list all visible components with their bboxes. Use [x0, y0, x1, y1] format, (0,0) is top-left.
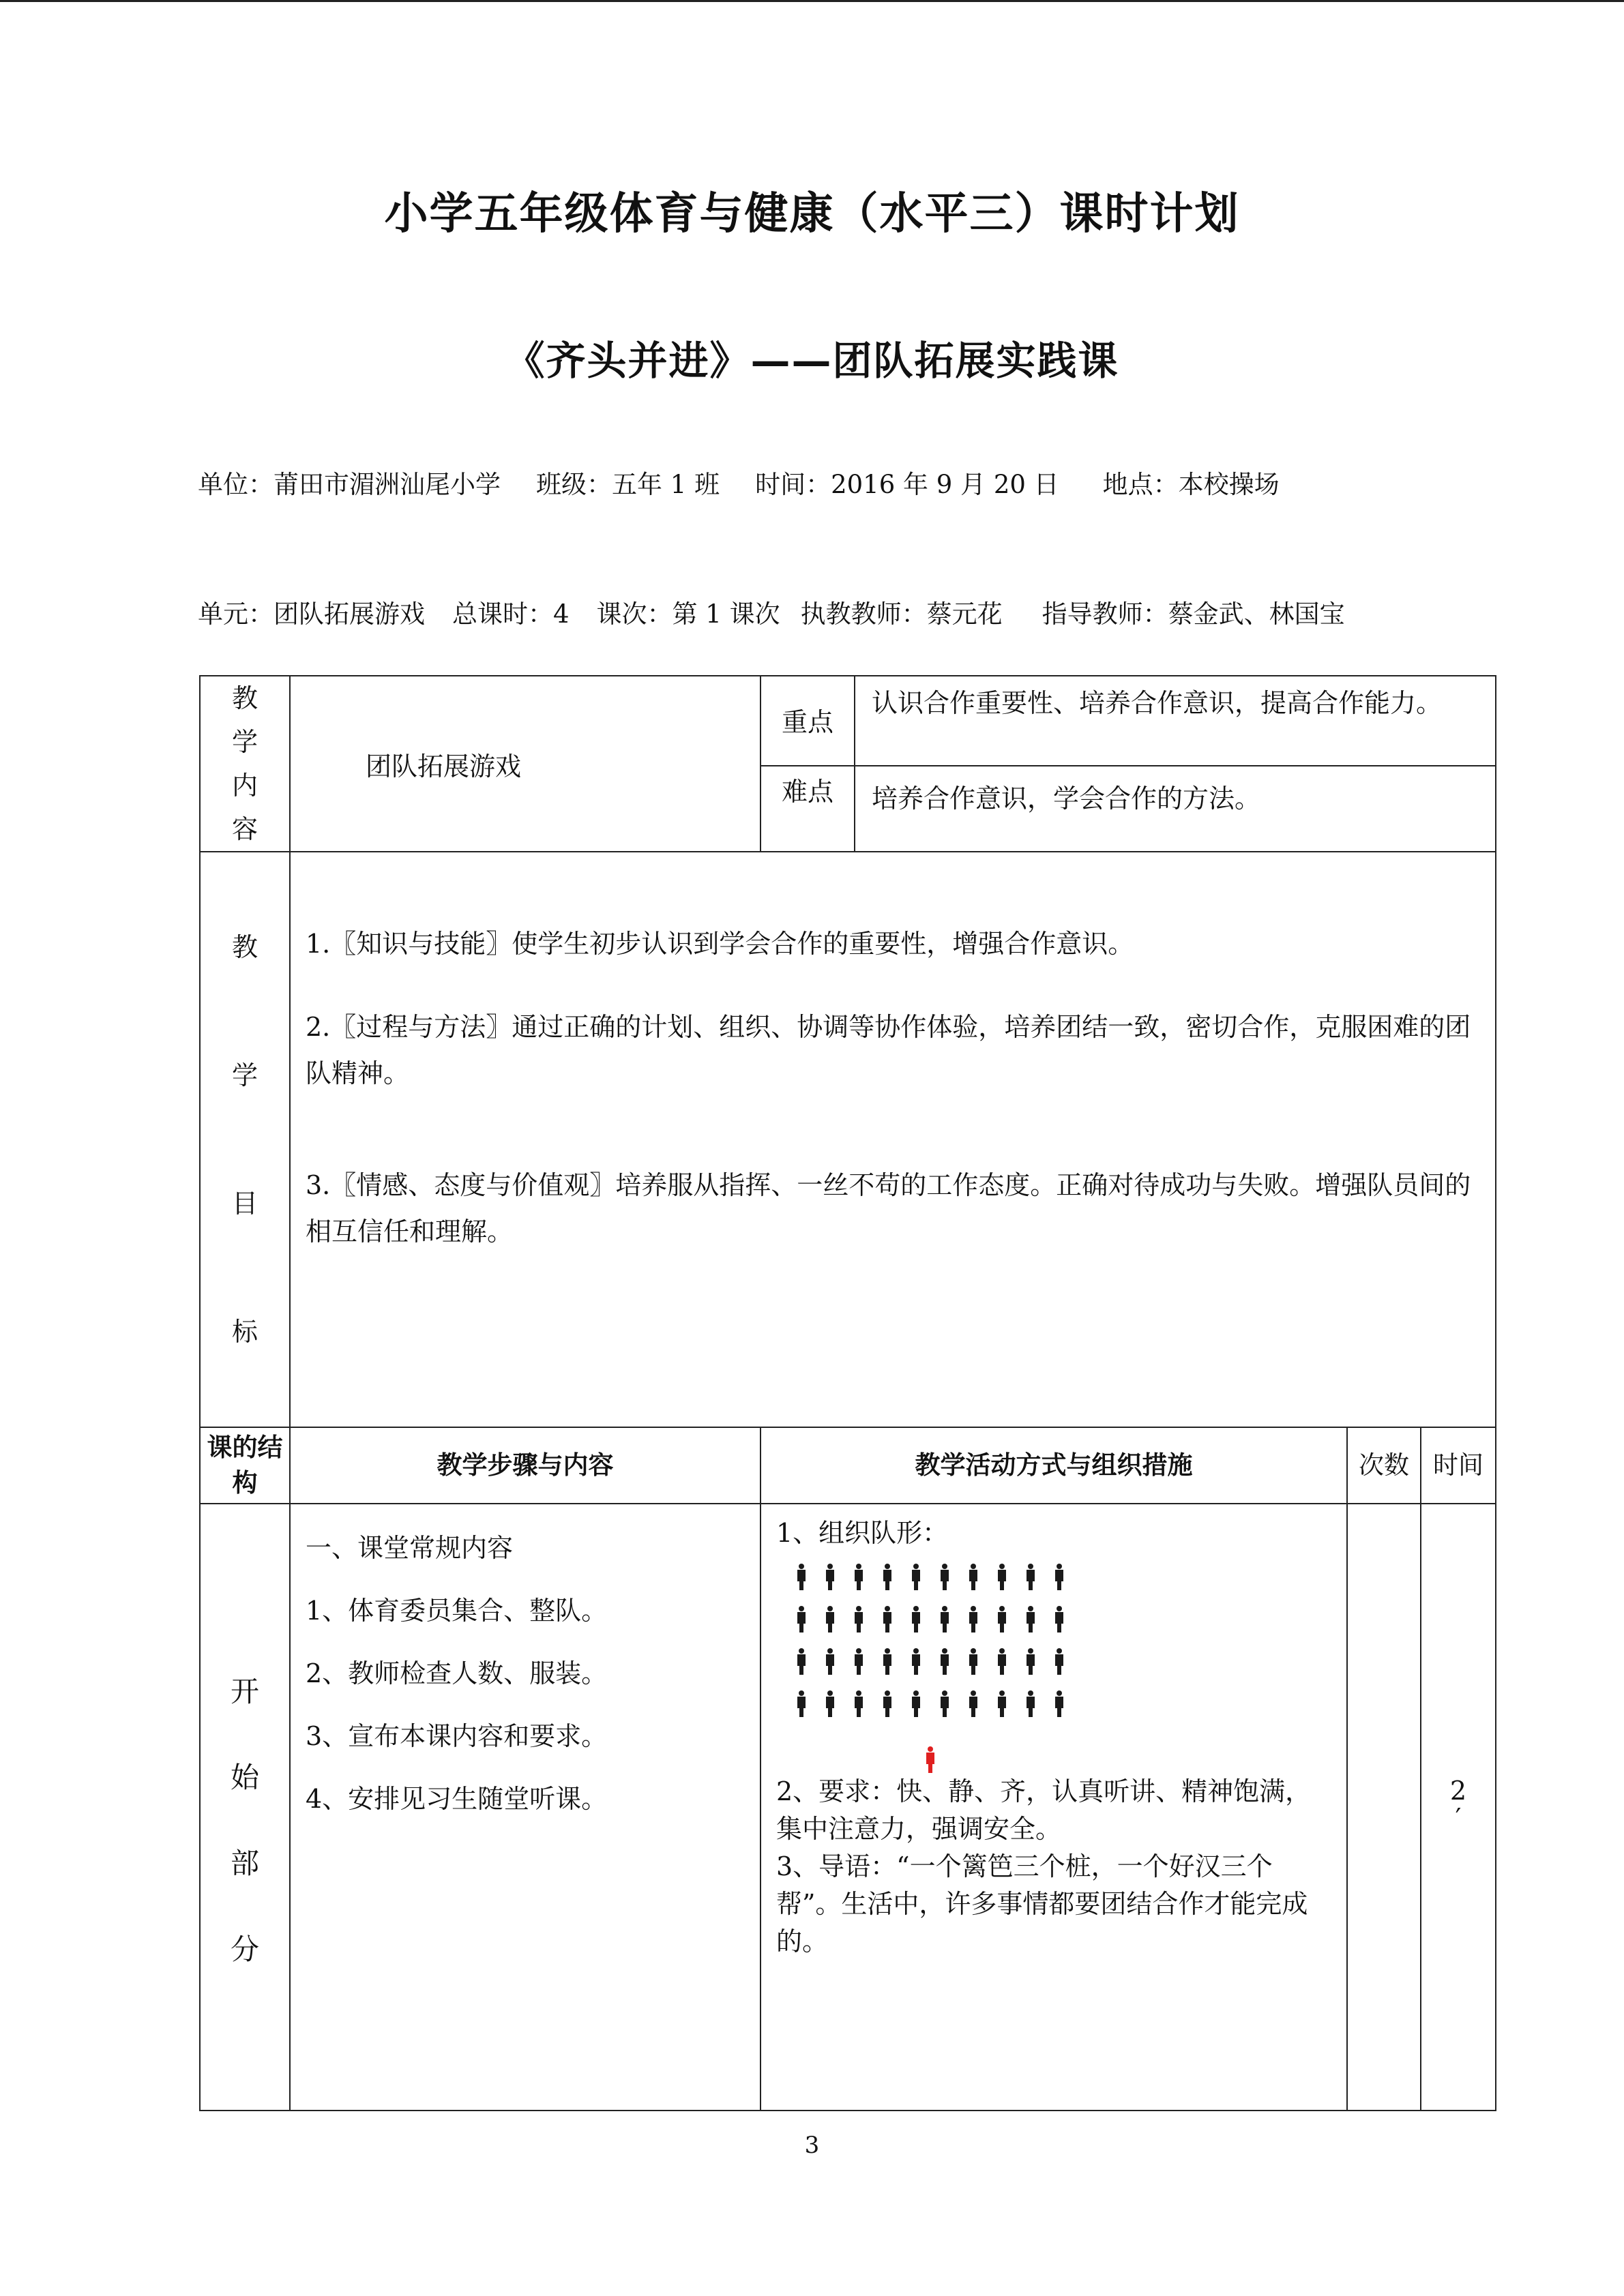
lesson-plan-table	[199, 675, 1496, 2111]
teaching-content-cell	[290, 676, 761, 852]
goals-label-cell	[200, 852, 290, 1427]
header-structure: 课的结构	[200, 1427, 290, 1504]
header-time: 时间	[1421, 1427, 1496, 1504]
opening-count-cell	[1347, 1504, 1421, 2111]
key-point-label: 重点	[761, 676, 855, 766]
requirements-text: 2、要求：快、静、齐，认真听讲、精神饱满，集中注意力，强调安全。	[776, 1776, 1312, 1844]
student-icon	[996, 1563, 1008, 1590]
content-label-char: 教	[231, 683, 258, 713]
student-icon	[853, 1690, 865, 1717]
meta-total-hours: 总课时：4	[452, 599, 570, 629]
student-icon	[967, 1563, 979, 1590]
difficulty-label: 难点	[761, 766, 855, 852]
opening-label-char: 分	[230, 1933, 259, 1966]
student-icon	[939, 1648, 951, 1675]
student-icon	[1053, 1563, 1065, 1590]
student-icon	[1024, 1648, 1037, 1675]
student-icon	[824, 1648, 836, 1675]
student-icon	[824, 1690, 836, 1717]
lesson-subtitle: 《齐头并进》——团队拓展实践课	[505, 338, 1119, 384]
student-icon	[824, 1605, 836, 1632]
meta-unit: 单位：莆田市湄洲汕尾小学	[198, 470, 501, 499]
student-icon	[1024, 1605, 1037, 1632]
content-label-char: 学	[231, 727, 258, 757]
formation-title: 1、组织队形：	[776, 1518, 949, 1548]
formation-diagram	[776, 1555, 1334, 1773]
opening-label-char: 开	[230, 1675, 259, 1708]
step-line: 3、宣布本课内容和要求。	[306, 1721, 608, 1751]
difficulty-text: 培养合作意识，学会合作的方法。	[855, 766, 1496, 852]
opening-time-value: 2	[1449, 1776, 1467, 1806]
document-title: 小学五年级体育与健康（水平三）课时计划	[384, 189, 1240, 239]
student-icon	[910, 1648, 922, 1675]
opening-label-char: 部	[230, 1847, 259, 1880]
header-count: 次数	[1347, 1427, 1421, 1504]
goals-label-char: 目	[231, 1189, 258, 1219]
student-icon	[967, 1690, 979, 1717]
student-icon	[1053, 1648, 1065, 1675]
student-icon	[853, 1648, 865, 1675]
student-icon	[939, 1690, 951, 1717]
opening-organization-cell	[761, 1504, 1347, 2111]
meta-class: 班级：五年 1 班	[536, 470, 720, 499]
goal-emotion: 3.〖情感、态度与价值观〗培养服从指挥、一丝不苟的工作态度。正确对待成功与失败。增强队员间的相互信任和理解。	[306, 1170, 1471, 1247]
goals-label-char: 学	[231, 1060, 258, 1090]
student-icon	[824, 1563, 836, 1590]
step-line: 4、安排见习生随堂听课。	[306, 1784, 608, 1814]
student-icon	[996, 1605, 1008, 1632]
student-icon	[1053, 1605, 1065, 1632]
student-icon	[910, 1605, 922, 1632]
student-icon	[910, 1563, 922, 1590]
student-icon	[1024, 1690, 1037, 1717]
goals-label-char: 教	[231, 932, 258, 962]
opening-time-cell	[1421, 1504, 1496, 2111]
student-icon	[967, 1605, 979, 1632]
step-line: 2、教师检查人数、服装。	[306, 1658, 608, 1688]
student-icon	[939, 1563, 951, 1590]
meta-advisor: 指导教师：蔡金武、林国宝	[1042, 599, 1345, 629]
student-icon	[967, 1648, 979, 1675]
step-routine: 一、课堂常规内容	[306, 1533, 514, 1563]
meta-teacher: 执教教师：蔡元花	[800, 599, 1003, 629]
student-icon	[939, 1605, 951, 1632]
content-label-cell	[200, 676, 290, 852]
step-line: 1、体育委员集合、整队。	[306, 1596, 608, 1626]
opening-label-cell	[200, 1504, 290, 2111]
student-icon	[881, 1690, 894, 1717]
student-icon	[881, 1605, 894, 1632]
page-number: 3	[804, 2132, 820, 2159]
content-label-char: 容	[231, 814, 258, 844]
meta-line-1	[198, 464, 1315, 501]
content-label-char: 内	[231, 771, 258, 801]
meta-location: 地点：本校操场	[1102, 470, 1280, 499]
intro-text: 3、导语：“一个篱笆三个桩，一个好汉三个帮”。生活中，许多事情都要团结合作才能完成的。	[776, 1851, 1308, 1956]
goals-label-char: 标	[231, 1317, 258, 1347]
opening-steps-cell	[290, 1504, 761, 2111]
key-point-text: 认识合作重要性、培养合作意识，提高合作能力。	[855, 676, 1496, 766]
student-icon	[996, 1690, 1008, 1717]
teacher-icon	[924, 1746, 936, 1773]
goal-process: 2.〖过程与方法〗通过正确的计划、组织、协调等协作体验，培养团结一致，密切合作，克服困难的团队精神。	[306, 1012, 1471, 1088]
opening-label-char: 始	[230, 1761, 259, 1794]
student-icon	[795, 1690, 808, 1717]
student-icon	[881, 1648, 894, 1675]
meta-unit-name: 单元：团队拓展游戏	[198, 599, 425, 629]
student-icon	[853, 1563, 865, 1590]
student-icon	[910, 1690, 922, 1717]
meta-lesson-number: 课次：第 1 课次	[596, 599, 780, 629]
header-activities: 教学活动方式与组织措施	[761, 1427, 1347, 1504]
student-icon	[881, 1563, 894, 1590]
student-icon	[1024, 1563, 1037, 1590]
top-border-line	[0, 0, 1624, 2]
meta-line-2	[198, 593, 1381, 630]
teaching-content-text: 团队拓展游戏	[366, 751, 522, 781]
student-icon	[795, 1605, 808, 1632]
goal-knowledge: 1.〖知识与技能〗使学生初步认识到学会合作的重要性，增强合作意识。	[306, 929, 1134, 959]
meta-time: 时间：2016 年 9 月 20 日	[755, 470, 1059, 499]
student-icon	[853, 1605, 865, 1632]
student-icon	[996, 1648, 1008, 1675]
header-steps: 教学步骤与内容	[290, 1427, 761, 1504]
opening-time-mark: ′	[1455, 1803, 1462, 1833]
teaching-goals-cell	[290, 852, 1496, 1427]
student-icon	[1053, 1690, 1065, 1717]
student-icon	[795, 1563, 808, 1590]
student-icon	[795, 1648, 808, 1675]
